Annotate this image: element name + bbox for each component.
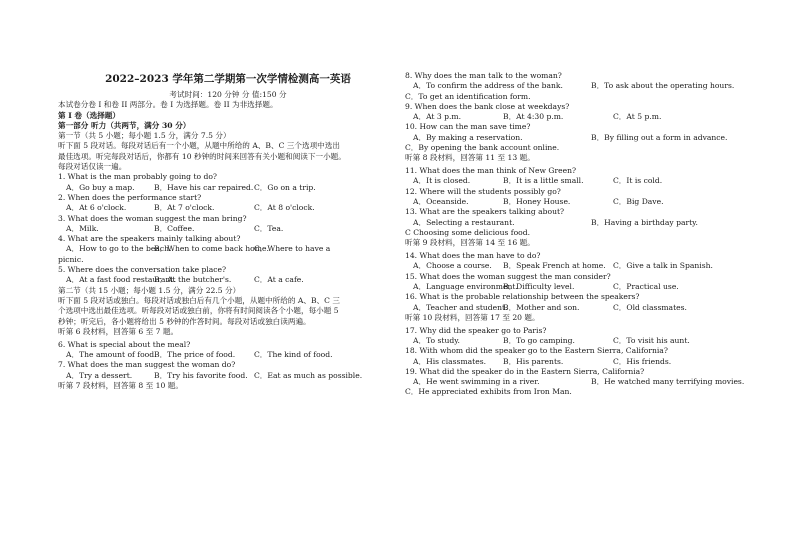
question-stem: 11. What does the man think of New Green?: [405, 166, 577, 176]
answer-options: [405, 357, 745, 367]
answer-options: [405, 282, 745, 292]
question-stem: 2. When does the performance start?: [58, 192, 202, 202]
option-b: B．Have his car repaired.: [154, 182, 254, 192]
answer-options: [405, 81, 745, 91]
option-c: C．Tea.: [254, 223, 284, 233]
answer-options: [58, 203, 398, 213]
text-line: C Choosing some delicious food.: [405, 227, 531, 237]
option-a: A．The amount of food.: [66, 349, 157, 359]
question-stem: 1. What is the man probably going to do?: [58, 172, 217, 182]
question-stem: 10. How can the man save time?: [405, 122, 531, 132]
exam-title: 2022–2023 学年第二学期第一次学情检测高一英语: [105, 73, 351, 85]
option-c: C．Eat as much as possible.: [254, 370, 363, 380]
option-a: A．His classmates.: [413, 356, 487, 366]
text-line: 听第 6 段材料，回答第 6 至 7 题。: [58, 326, 179, 336]
question-stem: 13. What are the speakers talking about?: [405, 207, 565, 217]
text-line: 第二节（共 15 小题；每小题 1.5 分，满分 22.5 分）: [58, 285, 241, 295]
text-line: 听下面 5 段对话。每段对话后有一个小题，从题中所给的 A、B、C 三个选项中选出: [58, 141, 340, 151]
option-c: C．To visit his aunt.: [613, 335, 690, 345]
option-b: B．At 7 o'clock.: [154, 203, 215, 213]
text-line: 个选项中选出最佳选项。听每段对话或独白前，你将有时间阅读各个小题，每小题 5: [58, 306, 339, 316]
text-line: 听第 10 段材料，回答第 17 至 20 题。: [405, 312, 540, 322]
answer-options: [405, 112, 745, 122]
option-a: A．He went swimming in a river.: [413, 377, 540, 387]
section-heading: 第 I 卷（选择题）: [58, 110, 120, 120]
answer-options: [405, 336, 745, 346]
option-c: C．Go on a trip.: [254, 182, 316, 192]
question-stem: 15. What does the woman suggest the man consider?: [405, 271, 611, 281]
option-b: B．Mother and son.: [503, 302, 580, 312]
answer-options: [405, 261, 745, 271]
question-stem: 17. Why did the speaker go to Paris?: [405, 325, 547, 335]
section-heading: 第一部分 听力（共两节，满分 30 分）: [58, 120, 191, 130]
option-c: C．At 5 p.m.: [613, 112, 662, 122]
option-a: A．At a fast food restaurant.: [66, 275, 176, 285]
text-line: 秒钟；听完后，各小题将给出 5 秒钟的作答时间。每段对话或独白读两遍。: [58, 316, 311, 326]
option-b: B．His parents.: [503, 356, 564, 366]
question-stem: 14. What does the man have to do?: [405, 251, 541, 261]
text-line: C．By opening the bank account online.: [405, 143, 560, 153]
question-stem: 5. Where does the conversation take place?: [58, 265, 227, 275]
text-line: 本试卷分卷 I 和卷 II 两部分。卷 I 为选择题。卷 II 为非选择题。: [58, 100, 278, 110]
text-line: 听第 9 段材料，回答第 14 至 16 题。: [405, 238, 535, 248]
answer-options: [405, 176, 745, 186]
option-c: C．At a cafe.: [254, 275, 304, 285]
answer-options: [405, 218, 745, 228]
text-line: picnic.: [58, 254, 84, 264]
text-line: 每段对话仅读一遍。: [58, 162, 127, 172]
option-a: A．It is closed.: [413, 176, 471, 186]
option-a: A．Teacher and student.: [413, 302, 508, 312]
option-c: C．Practical use.: [613, 281, 679, 291]
question-stem: 8. Why does the man talk to the woman?: [405, 71, 562, 80]
option-a: A．Milk.: [66, 223, 99, 233]
option-b: B．It is a little small.: [503, 176, 584, 186]
option-a: A．At 6 o'clock.: [66, 203, 127, 213]
option-b: B．Coffee.: [154, 223, 195, 233]
right-column: [405, 71, 745, 398]
text-line: 考试时间：120 分钟 分 值:150 分: [169, 90, 287, 99]
option-c: C．His friends.: [613, 356, 672, 366]
option-a: A．Try a dessert.: [66, 370, 133, 380]
text-line: 听第 8 段材料，回答第 11 至 13 题。: [405, 153, 535, 163]
option-b: B．Honey House.: [503, 197, 571, 207]
option-c: C．Give a talk in Spanish.: [613, 261, 713, 271]
text-line: C．To get an identification form.: [405, 91, 531, 101]
option-a: A．To study.: [413, 335, 460, 345]
option-b: B．By filling out a form in advance.: [591, 132, 728, 142]
option-b: B．When to come back home.: [154, 244, 269, 254]
option-b: B．At 4:30 p.m.: [503, 112, 564, 122]
question-stem: 7. What does the man suggest the woman do?: [58, 360, 236, 370]
answer-options: [58, 275, 398, 285]
text-line: C．He appreciated exhibits from Iron Man.: [405, 387, 572, 397]
answer-options: [405, 303, 745, 313]
option-b: B．The price of food.: [154, 349, 236, 359]
option-b: B．Speak French at home.: [503, 261, 606, 271]
answer-options: [58, 244, 398, 254]
option-b: B．Try his favorite food.: [154, 370, 248, 380]
option-a: A．Selecting a restaurant.: [413, 217, 515, 227]
option-b: B．At the butcher's.: [154, 275, 232, 285]
answer-options: [58, 183, 398, 193]
question-stem: 9. When does the bank close at weekdays?: [405, 101, 570, 111]
answer-options: [58, 224, 398, 234]
option-c: C．It is cold.: [613, 176, 663, 186]
question-stem: 12. Where will the students possibly go?: [405, 186, 561, 196]
option-c: C．Old classmates.: [613, 302, 687, 312]
option-c: C．At 8 o'clock.: [254, 203, 315, 213]
option-c: C．Where to have a: [254, 244, 331, 254]
option-a: A．By making a reservation.: [413, 132, 523, 142]
answer-options: [405, 197, 745, 207]
text-line: 听下面 5 段对话或独白。每段对话或独白后有几个小题，从题中所给的 A、B、C 三: [58, 295, 340, 305]
option-b: B．To ask about the operating hours.: [591, 81, 735, 91]
question-stem: 3. What does the woman suggest the man bring?: [58, 213, 247, 223]
question-stem: 18. With whom did the speaker go to the Eastern Sierra, California?: [405, 346, 668, 356]
answer-options: [405, 133, 745, 143]
option-b: B．Difficulty level.: [503, 281, 575, 291]
question-stem: 16. What is the probable relationship between the speakers?: [405, 292, 640, 302]
option-a: A．To confirm the address of the bank.: [413, 81, 563, 91]
question-stem: 19. What did the speaker do in the Eastern Sierra, California?: [405, 366, 645, 376]
text-line: 听第 7 段材料，回答第 8 至 10 题。: [58, 380, 183, 390]
left-column: [58, 72, 398, 391]
option-a: A．Oceanside.: [413, 197, 469, 207]
option-a: A．Language environment.: [413, 281, 518, 291]
text-line: 最佳选项。听完每段对话后，你都有 10 秒钟的时间来回答有关小题和阅读下一小题。: [58, 151, 346, 161]
option-a: A．At 3 p.m.: [413, 112, 462, 122]
answer-options: [405, 377, 745, 387]
option-b: B．To go camping.: [503, 335, 575, 345]
question-stem: 4. What are the speakers mainly talking about?: [58, 234, 241, 244]
answer-options: [58, 371, 398, 381]
option-c: C．Big Dave.: [613, 197, 664, 207]
question-stem: 6. What is special about the meal?: [58, 339, 191, 349]
option-a: A．Go buy a map.: [66, 182, 135, 192]
text-line: 第一节（共 5 小题；每小题 1.5 分，满分 7.5 分）: [58, 131, 231, 141]
option-b: B．He watched many terrifying movies.: [591, 377, 745, 387]
option-a: A．How to go to the beach.: [66, 244, 172, 254]
option-b: B．Having a birthday party.: [591, 217, 698, 227]
option-c: C．The kind of food.: [254, 349, 333, 359]
option-a: A．Choose a course.: [413, 261, 492, 271]
answer-options: [58, 350, 398, 360]
